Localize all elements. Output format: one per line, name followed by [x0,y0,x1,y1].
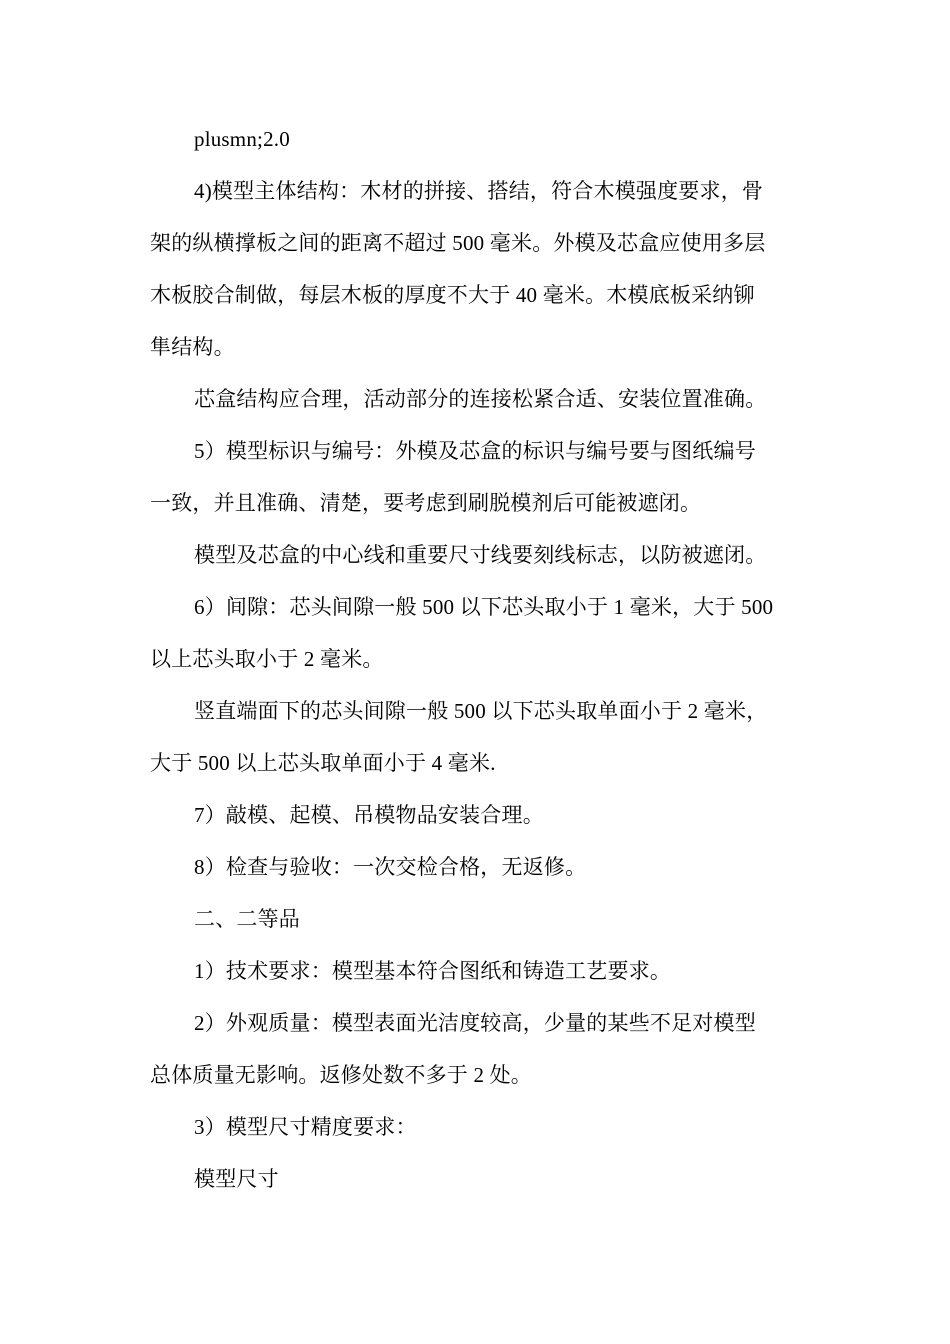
paragraph-4-line-3: 木板胶合制做，每层木板的厚度不大于 40 毫米。木模底板采纳铆 [150,283,755,307]
paragraph-4-line-1: 4)模型主体结构：木材的拼接、搭结，符合木模强度要求，骨 [194,179,764,203]
second-grade-item-3: 3）模型尺寸精度要求： [194,1115,417,1139]
paragraph-8: 8）检查与验收：一次交检合格，无返修。 [194,855,587,879]
paragraph-7: 7）敲模、起模、吊模物品安装合理。 [194,803,544,827]
paragraph-4-line-2: 架的纵横撑板之间的距离不超过 500 毫米。外模及芯盒应使用多层 [150,231,766,255]
second-grade-item-2-line-2: 总体质量无影响。返修处数不多于 2 处。 [150,1063,532,1087]
paragraph-6-line-1: 6）间隙：芯头间隙一般 500 以下芯头取小于 1 毫米，大于 500 [194,595,774,619]
vertical-gap-line-1: 竖直端面下的芯头间隙一般 500 以下芯头取单面小于 2 毫米， [194,699,768,723]
text-line: plusmn;2.0 [194,127,290,151]
core-box-paragraph: 芯盒结构应合理，活动部分的连接松紧合适、安装位置准确。 [194,387,767,411]
second-grade-item-2-line-1: 2）外观质量：模型表面光洁度较高，少量的某些不足对模型 [194,1011,756,1035]
model-size-label: 模型尺寸 [194,1167,279,1191]
vertical-gap-line-2: 大于 500 以上芯头取单面小于 4 毫米. [150,751,496,775]
paragraph-4-line-4: 隼结构。 [150,335,235,359]
paragraph-6-line-2: 以上芯头取小于 2 毫米。 [150,647,384,671]
second-grade-item-1: 1）技术要求：模型基本符合图纸和铸造工艺要求。 [194,959,672,983]
centerline-paragraph: 模型及芯盒的中心线和重要尺寸线要刻线标志，以防被遮闭。 [194,543,767,567]
paragraph-5-line-1: 5）模型标识与编号：外模及芯盒的标识与编号要与图纸编号 [194,439,756,463]
section-heading-second-grade: 二、二等品 [194,907,300,931]
paragraph-5-line-2: 一致，并且准确、清楚，要考虑到刷脱模剂后可能被遮闭。 [150,491,702,515]
